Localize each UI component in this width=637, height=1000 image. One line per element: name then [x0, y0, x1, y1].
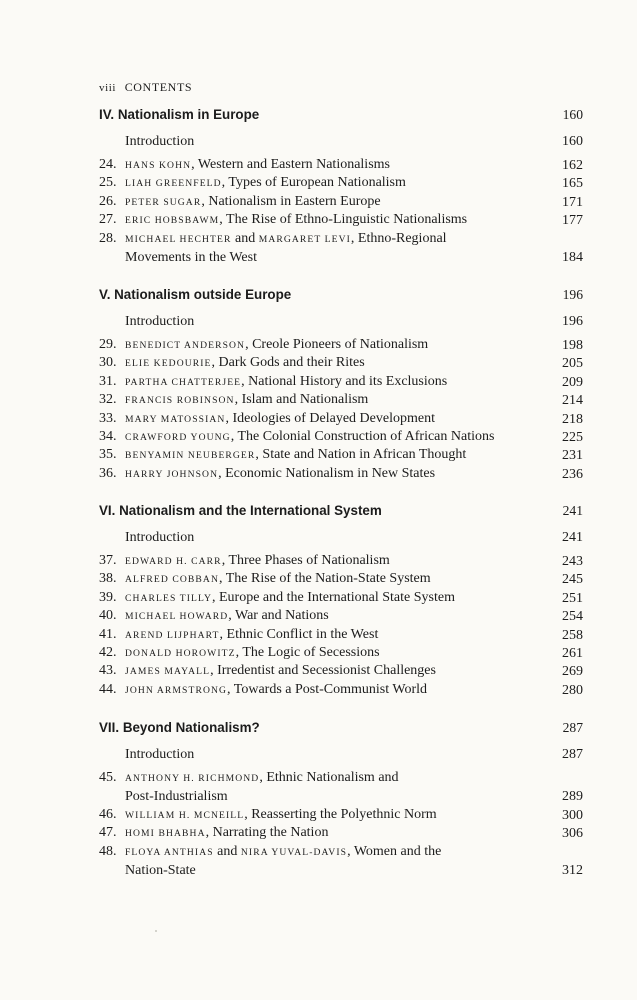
toc-entry[interactable] — [99, 174, 583, 193]
entry-author: DONALD HOROWITZ — [125, 648, 236, 659]
entry-title: State and Nation in African Thought — [262, 447, 467, 463]
introduction-page-number: 241 — [562, 530, 583, 545]
introduction-label: Introduction — [125, 134, 195, 149]
entry-number: 45. — [99, 770, 117, 785]
entry-number: 47. — [99, 825, 117, 841]
entry-number: 39. — [99, 589, 117, 605]
entry-line: HOMI BHABHA, Narrating the Nation — [125, 825, 329, 841]
entry-text — [125, 824, 539, 843]
entry-text — [125, 465, 539, 484]
toc-entry[interactable] — [99, 156, 583, 175]
entry-number: 37. — [99, 553, 117, 568]
entry-text — [125, 174, 539, 193]
entry-title: Narrating the Nation — [212, 825, 329, 841]
entry-number: 33. — [99, 410, 117, 426]
entry-author: MICHAEL HOWARD — [125, 611, 229, 623]
toc-entry[interactable] — [99, 570, 583, 589]
entry-author: HOMI BHABHA — [125, 828, 206, 840]
entry-author: BENYAMIN NEUBERGER — [125, 450, 256, 462]
entry-line: ALFRED COBBAN, The Rise of the Nation-State System — [125, 571, 431, 587]
entry-number: 31. — [99, 373, 117, 389]
entry-number: 28. — [99, 230, 117, 246]
toc-entry[interactable] — [99, 373, 583, 392]
entry-number: 25. — [99, 175, 117, 191]
introduction-entry[interactable] — [125, 133, 583, 151]
entry-line: PETER SUGAR, Nationalism in Eastern Europe — [125, 193, 381, 209]
toc-entry[interactable] — [99, 843, 583, 881]
entry-text — [125, 843, 539, 881]
entry-line: FLOYA ANTHIAS and NIRA YUVAL-DAVIS, Women and the — [125, 843, 442, 859]
entry-number: 42. — [99, 645, 117, 660]
entry-page-number: 165 — [562, 176, 583, 192]
entry-author: ALFRED COBBAN — [125, 574, 219, 586]
entry-title: Nationalism in Eastern Europe — [208, 193, 381, 209]
entry-author: WILLIAM H. MCNEILL — [125, 809, 245, 821]
entry-author: AREND LIJPHART — [125, 629, 220, 641]
entry-author: HARRY JOHNSON — [125, 468, 219, 480]
part-heading-title: V. Nationalism outside Europe — [99, 287, 292, 302]
entry-text — [125, 391, 539, 410]
entry-page-number: 269 — [562, 664, 583, 680]
entry-author: CRAWFORD YOUNG — [125, 432, 231, 443]
entry-line: ANTHONY H. RICHMOND, Ethnic Nationalism and — [125, 770, 399, 785]
entry-title: Ethnic Conflict in the West — [226, 626, 379, 642]
introduction-page-number: 160 — [562, 134, 583, 149]
entry-title-continued: Movements in the West — [125, 250, 257, 265]
entry-page-number: 218 — [562, 411, 583, 427]
entry-title: Dark Gods and their Rites — [218, 355, 365, 371]
entry-page-number: 312 — [562, 863, 583, 878]
entry-title: Towards a Post-Communist World — [233, 681, 428, 697]
entry-author: HANS KOHN — [125, 160, 192, 171]
entry-author: ELIE KEDOURIE — [125, 358, 212, 370]
entry-line: BENEDICT ANDERSON, Creole Pioneers of Nationalism — [125, 337, 429, 352]
paper-speck — [155, 930, 157, 932]
entry-line: ERIC HOBSBAWM, The Rise of Ethno-Linguistic Nationalisms — [125, 212, 468, 228]
toc-entry[interactable] — [99, 607, 583, 626]
entry-line: ELIE KEDOURIE, Dark Gods and their Rites — [125, 355, 365, 371]
part-heading — [99, 106, 583, 124]
entry-number: 26. — [99, 193, 117, 209]
entry-page-number: 280 — [562, 682, 583, 698]
entry-line: EDWARD H. CARR, Three Phases of Nationalism — [125, 553, 390, 568]
entry-page-number: 251 — [562, 590, 583, 606]
entry-line: JAMES MAYALL, Irredentist and Secessionist Challenges — [125, 663, 436, 679]
entry-title: The Rise of Ethno-Linguistic Nationalisms — [226, 212, 468, 228]
entry-line: CRAWFORD YOUNG, The Colonial Construction of African Nations — [125, 429, 495, 444]
toc-entry[interactable] — [99, 824, 583, 843]
toc-entry[interactable] — [99, 336, 583, 355]
toc-entry[interactable] — [99, 626, 583, 645]
running-head-title: CONTENTS — [124, 80, 193, 94]
introduction-entry[interactable] — [125, 313, 583, 331]
entry-title: The Colonial Construction of African Nations — [237, 429, 495, 444]
entry-author: CHARLES TILLY — [125, 592, 212, 604]
entry-page-number: 225 — [562, 430, 583, 445]
part-heading — [99, 502, 583, 520]
entry-title: Ethno-Regional — [357, 230, 447, 246]
entry-author: FRANCIS ROBINSON — [125, 395, 235, 407]
entry-text — [125, 769, 539, 807]
entry-page-number: 231 — [562, 448, 583, 464]
part-heading-title: IV. Nationalism in Europe — [99, 107, 260, 122]
entry-line: HANS KOHN, Western and Eastern Nationalisms — [125, 157, 390, 172]
part-heading-title: VI. Nationalism and the International System — [99, 503, 382, 518]
entry-author: JAMES MAYALL — [125, 666, 211, 678]
entry-title: Western and Eastern Nationalisms — [197, 157, 390, 172]
toc-entry[interactable] — [99, 769, 583, 807]
entry-author: BENEDICT ANDERSON — [125, 340, 246, 351]
entry-author: ERIC HOBSBAWM — [125, 215, 220, 227]
entry-title: Ideologies of Delayed Development — [232, 410, 435, 426]
entry-text — [125, 336, 539, 355]
entry-author: FLOYA ANTHIAS — [125, 846, 214, 858]
introduction-label: Introduction — [125, 747, 195, 762]
toc-entry[interactable] — [99, 465, 583, 484]
entry-text — [125, 607, 539, 626]
entry-page-number: 289 — [562, 789, 583, 805]
entry-number: 24. — [99, 157, 117, 172]
entry-line: MICHAEL HECHTER and MARGARET LEVI, Ethno-Regional — [125, 230, 447, 246]
part-heading-title: VII. Beyond Nationalism? — [99, 720, 260, 735]
entry-line: LIAH GREENFELD, Types of European Nationalism — [125, 175, 406, 191]
entry-number: 36. — [99, 465, 117, 481]
entry-title: Islam and Nationalism — [241, 392, 369, 408]
entry-title: The Rise of the Nation-State System — [225, 571, 431, 587]
toc-entry[interactable] — [99, 391, 583, 410]
introduction-entry[interactable] — [125, 529, 583, 547]
entry-text — [125, 644, 539, 663]
entry-text — [125, 373, 539, 392]
entry-title: Reasserting the Polyethnic Norm — [251, 806, 437, 822]
toc-entry[interactable] — [99, 230, 583, 268]
entry-line: CHARLES TILLY, Europe and the International State System — [125, 589, 455, 605]
entry-author: LIAH GREENFELD — [125, 178, 222, 190]
entry-page-number: 261 — [562, 646, 583, 661]
part-heading — [99, 286, 583, 304]
entry-page-number: 236 — [562, 466, 583, 482]
entry-number: 43. — [99, 663, 117, 679]
entry-number: 46. — [99, 806, 117, 822]
entry-number: 44. — [99, 681, 117, 697]
introduction-page-number: 196 — [562, 314, 583, 329]
toc-entry[interactable] — [99, 428, 583, 447]
entry-number: 27. — [99, 212, 117, 228]
entry-text — [125, 230, 539, 268]
entry-line: FRANCIS ROBINSON, Islam and Nationalism — [125, 392, 369, 408]
toc-entry[interactable] — [99, 410, 583, 429]
entry-text — [125, 681, 539, 700]
toc-entry[interactable] — [99, 446, 583, 465]
entry-line: MARY MATOSSIAN, Ideologies of Delayed Development — [125, 410, 435, 426]
toc-entry[interactable] — [99, 806, 583, 825]
entry-text — [125, 354, 539, 373]
entry-line: DONALD HOROWITZ, The Logic of Secessions — [125, 645, 380, 660]
entry-page-number: 258 — [562, 627, 583, 643]
entry-author: MARY MATOSSIAN — [125, 413, 226, 425]
running-head-page-number: viii — [99, 82, 117, 94]
entry-author: MICHAEL HECHTER — [125, 233, 232, 245]
entry-page-number: 205 — [562, 356, 583, 372]
entry-page-number: 245 — [562, 572, 583, 588]
toc-entry[interactable] — [99, 552, 583, 571]
entry-author: PARTHA CHATTERJEE — [125, 376, 242, 388]
entry-text — [125, 193, 539, 212]
entry-line: WILLIAM H. MCNEILL, Reasserting the Polyethnic Norm — [125, 806, 437, 822]
introduction-label: Introduction — [125, 314, 195, 329]
entry-page-number: 209 — [562, 374, 583, 390]
entry-number: 35. — [99, 447, 117, 463]
entry-author: NIRA YUVAL-DAVIS — [240, 846, 348, 858]
entry-text — [125, 806, 539, 825]
entry-line: PARTHA CHATTERJEE, National History and its Exclusions — [125, 373, 448, 389]
entry-page-number: 171 — [562, 194, 583, 210]
introduction-entry[interactable] — [125, 746, 583, 764]
part-heading-page-number: 287 — [562, 720, 583, 735]
entry-number: 41. — [99, 626, 117, 642]
toc-entry[interactable] — [99, 211, 583, 230]
toc-entry[interactable] — [99, 354, 583, 373]
entry-number: 34. — [99, 429, 117, 444]
entry-text — [125, 589, 539, 608]
entry-author: ANTHONY H. RICHMOND — [125, 773, 260, 784]
toc-entry[interactable] — [99, 589, 583, 608]
entry-title: War and Nations — [235, 608, 329, 624]
entry-text — [125, 428, 539, 447]
entry-line: AREND LIJPHART, Ethnic Conflict in the West — [125, 626, 379, 642]
entry-page-number: 177 — [562, 213, 583, 229]
entry-page-number: 198 — [562, 338, 583, 353]
entry-page-number: 214 — [562, 393, 583, 409]
entry-number: 40. — [99, 608, 117, 624]
entry-line: MICHAEL HOWARD, War and Nations — [125, 608, 329, 624]
running-head — [99, 80, 192, 95]
entry-author: PETER SUGAR — [125, 196, 202, 208]
entry-number: 32. — [99, 392, 117, 408]
entry-title: Irredentist and Secessionist Challenges — [217, 663, 436, 679]
entry-title: Creole Pioneers of Nationalism — [252, 337, 429, 352]
entry-title-continued: Nation-State — [125, 863, 196, 878]
entry-title: National History and its Exclusions — [248, 373, 448, 389]
entry-title: Types of European Nationalism — [228, 175, 406, 191]
entry-author: JOHN ARMSTRONG — [125, 684, 228, 696]
toc-entry[interactable] — [99, 681, 583, 700]
entry-title: Three Phases of Nationalism — [228, 553, 390, 568]
part-heading-page-number: 160 — [562, 107, 583, 122]
part-heading-page-number: 241 — [562, 503, 583, 518]
entry-text — [125, 662, 539, 681]
entry-line: JOHN ARMSTRONG, Towards a Post-Communist World — [125, 681, 428, 697]
entry-page-number: 306 — [562, 826, 583, 842]
entry-number: 48. — [99, 843, 117, 859]
entry-title: Ethnic Nationalism and — [266, 770, 399, 785]
entry-line: BENYAMIN NEUBERGER, State and Nation in African Thought — [125, 447, 467, 463]
introduction-label: Introduction — [125, 530, 195, 545]
entry-line: HARRY JOHNSON, Economic Nationalism in New States — [125, 465, 436, 481]
part-heading-page-number: 196 — [562, 287, 583, 302]
entry-author: EDWARD H. CARR — [125, 556, 222, 567]
entry-title: Economic Nationalism in New States — [225, 465, 436, 481]
introduction-page-number: 287 — [562, 747, 583, 762]
toc-entry[interactable] — [99, 662, 583, 681]
entry-title: Women and the — [353, 843, 442, 859]
entry-page-number: 254 — [562, 609, 583, 625]
entry-text — [125, 211, 539, 230]
entry-number: 30. — [99, 355, 117, 371]
part-heading — [99, 719, 583, 737]
toc-entry[interactable] — [99, 193, 583, 212]
entry-page-number: 162 — [562, 158, 583, 173]
entry-text — [125, 570, 539, 589]
entry-page-number: 243 — [562, 554, 583, 569]
entry-text — [125, 156, 539, 175]
entry-text — [125, 626, 539, 645]
entry-title-continued: Post-Industrialism — [125, 789, 228, 805]
entry-text — [125, 410, 539, 429]
entry-text — [125, 446, 539, 465]
entry-text — [125, 552, 539, 571]
entry-title: Europe and the International State System — [218, 589, 455, 605]
entry-page-number: 184 — [562, 250, 583, 265]
entry-author: MARGARET LEVI — [258, 233, 351, 245]
entry-title: The Logic of Secessions — [242, 645, 380, 660]
entry-number: 38. — [99, 571, 117, 587]
entry-number: 29. — [99, 337, 117, 352]
toc-entry[interactable] — [99, 644, 583, 663]
entry-page-number: 300 — [562, 807, 583, 823]
